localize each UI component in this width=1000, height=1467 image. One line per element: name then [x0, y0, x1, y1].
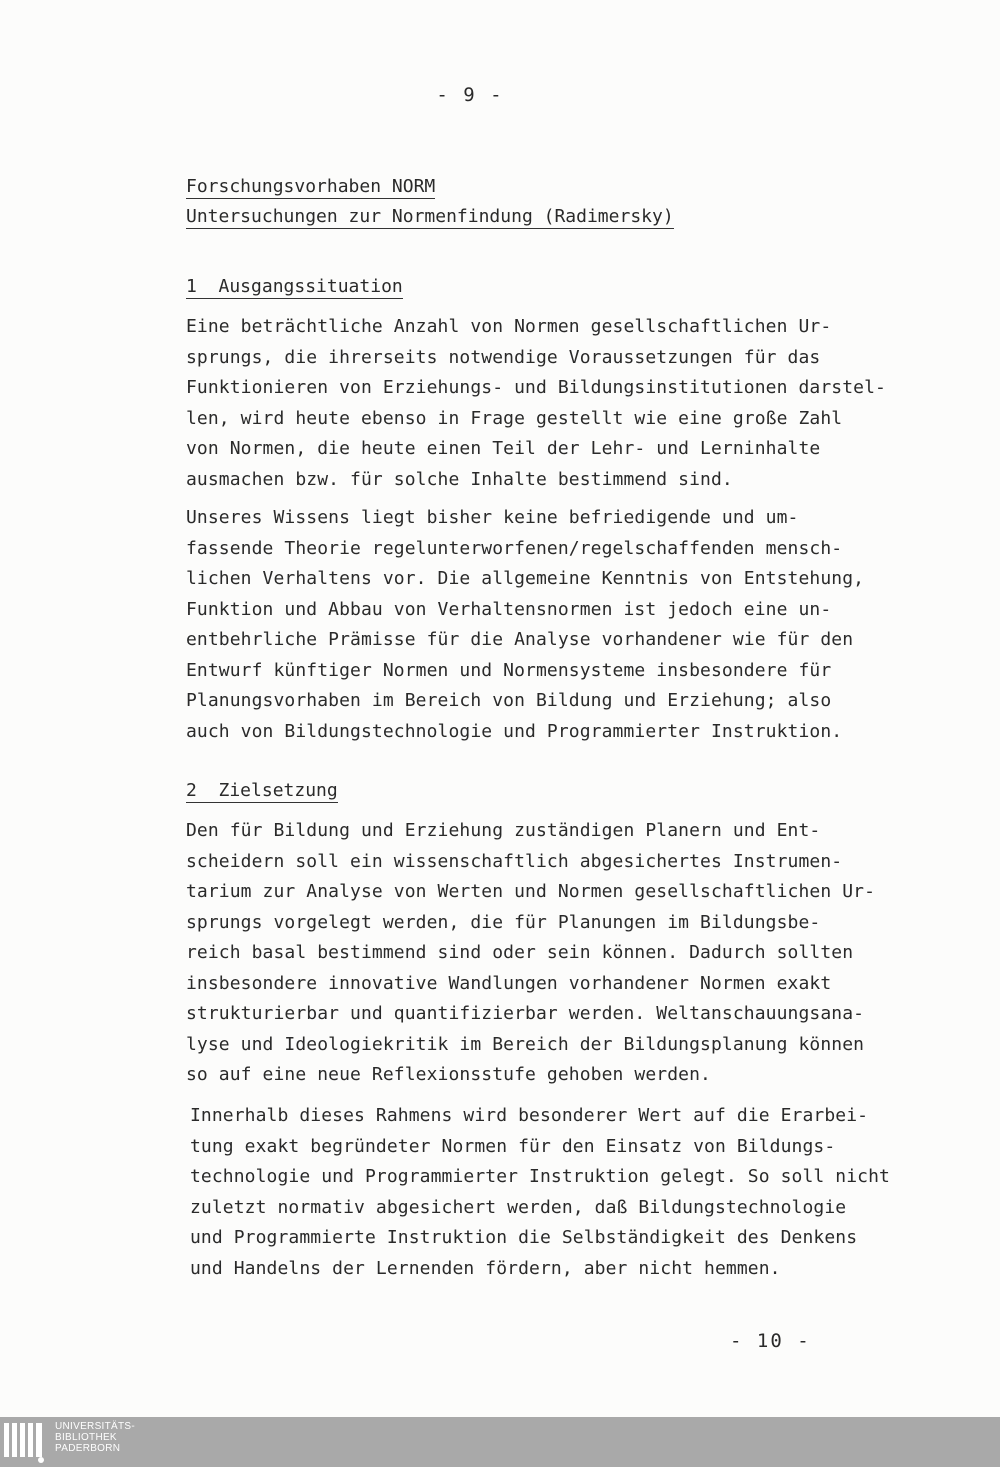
library-footer-bar	[0, 1417, 1000, 1467]
text-line: ausmachen bzw. für solche Inhalte bestimmend sind.	[186, 468, 733, 490]
text-line: Funktionieren von Erziehungs- und Bildungsinstitutionen darstel-	[186, 377, 886, 398]
text-line: Eine beträchtliche Anzahl von Normen gesellschaftlichen Ur-	[186, 316, 832, 337]
text-line: auch von Bildungstechnologie und Programmierter Instruktion.	[186, 720, 843, 742]
text-line: insbesondere innovative Wandlungen vorhandener Normen exakt	[186, 972, 832, 994]
text-line: entbehrliche Prämisse für die Analyse vorhandener wie für den	[186, 629, 854, 650]
section-1-heading	[186, 276, 403, 297]
text-line: so auf eine neue Reflexionsstufe gehoben werden.	[186, 1064, 711, 1085]
text-line: len, wird heute ebenso in Frage gestellt wie eine große Zahl	[186, 407, 843, 429]
section-2-heading	[186, 780, 338, 801]
text-line: von Normen, die heute einen Teil der Lehr- und Lerninhalte	[186, 438, 821, 459]
text-line: tung exakt begründeter Normen für den Einsatz von Bildungs-	[190, 1135, 836, 1157]
document-title-text-2: Untersuchungen zur Normenfindung (Radimersky)	[186, 206, 674, 227]
section-2-paragraph-2	[190, 1101, 980, 1284]
text-line: und Programmierte Instruktion die Selbständigkeit des Denkens	[190, 1227, 858, 1248]
document-title-line-1	[186, 176, 435, 198]
text-line: tarium zur Analyse von Werten und Normen gesellschaftlichen Ur-	[186, 881, 876, 902]
logo-dot-icon	[38, 1457, 44, 1463]
text-line: und Handelns der Lernenden fördern, aber nicht hemmen.	[190, 1257, 781, 1279]
page-number-top: - 9 -	[436, 84, 504, 106]
text-line: lichen Verhaltens vor. Die allgemeine Kenntnis von Entstehung,	[186, 568, 865, 589]
text-line: Innerhalb dieses Rahmens wird besonderer Wert auf die Erarbei-	[190, 1105, 869, 1126]
library-logo-text	[55, 1421, 135, 1454]
text-line: Planungsvorhaben im Bereich von Bildung und Erziehung; also	[186, 690, 832, 711]
logo-line-2: BIBLIOTHEK	[55, 1432, 117, 1443]
text-line: Entwurf künftiger Normen und Normensysteme insbesondere für	[186, 659, 832, 681]
document-title-line-2	[186, 206, 674, 228]
library-logo-icon	[4, 1423, 44, 1461]
text-line: strukturierbar und quantifizierbar werden. Weltanschauungsana-	[186, 1003, 865, 1024]
logo-line-1: UNIVERSITÄTS-	[55, 1421, 136, 1432]
text-line: reich basal bestimmend sind oder sein können. Dadurch sollten	[186, 942, 854, 963]
text-line: sprungs, die ihrerseits notwendige Voraussetzungen für das	[186, 346, 821, 368]
page-number-bottom: - 10 -	[730, 1330, 811, 1352]
logo-line-3: PADERBORN	[55, 1443, 121, 1454]
section-1-paragraph-2	[186, 503, 976, 747]
text-line: scheidern soll ein wissenschaftlich abgesichertes Instrumen-	[186, 850, 843, 872]
section-1-paragraph-1	[186, 312, 976, 495]
section-1-heading-text: 1 Ausgangssituation	[186, 276, 403, 297]
document-title-text-1: Forschungsvorhaben NORM	[186, 176, 436, 197]
text-line: zuletzt normativ abgesichert werden, daß Bildungstechnologie	[190, 1196, 847, 1218]
section-2-paragraph-1	[186, 816, 976, 1091]
section-2-heading-text: 2 Zielsetzung	[186, 780, 338, 801]
text-line: Den für Bildung und Erziehung zuständigen Planern und Ent-	[186, 820, 821, 841]
text-line: technologie und Programmierter Instruktion gelegt. So soll nicht	[190, 1166, 890, 1187]
text-line: lyse und Ideologiekritik im Bereich der Bildungsplanung können	[186, 1033, 865, 1055]
text-line: Funktion und Abbau von Verhaltensnormen ist jedoch eine un-	[186, 598, 832, 620]
text-line: Unseres Wissens liegt bisher keine befriedigende und um-	[186, 507, 799, 528]
text-line: sprungs vorgelegt werden, die für Planungen im Bildungsbe-	[186, 911, 821, 933]
text-line: fassende Theorie regelunterworfenen/regelschaffenden mensch-	[186, 537, 843, 559]
